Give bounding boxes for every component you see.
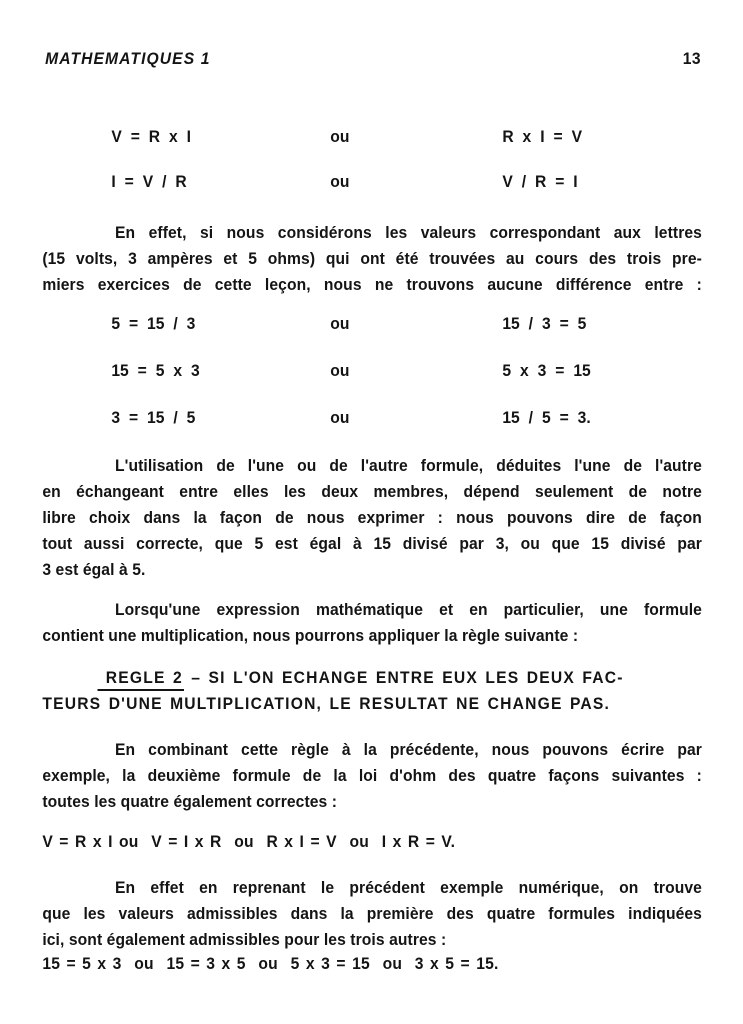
formula-left: 5 = 15 / 3 bbox=[111, 314, 196, 333]
formula-conjunction: ou bbox=[330, 172, 350, 191]
formula-conjunction: ou bbox=[330, 361, 350, 380]
text-line: contient une multiplication, nous pourrons appliquer la règle suivante : bbox=[42, 626, 579, 645]
formula-row bbox=[0, 169, 743, 214]
page-number: 13 bbox=[682, 49, 702, 68]
formula-conjunction: ou bbox=[330, 127, 350, 146]
text-line: que les valeurs admissibles dans la première des quatre formules indiquées bbox=[42, 904, 702, 923]
rule-line bbox=[42, 665, 702, 691]
formula-left: 15 = 5 x 3 bbox=[111, 361, 200, 380]
text-line: L'utilisation de l'une ou de l'autre formule, déduites l'une de l'autre bbox=[115, 456, 702, 475]
text-line: (15 volts, 3 ampères et 5 ohms) qui ont été trouvées au cours des trois pre- bbox=[42, 249, 702, 268]
paragraph-lorsque bbox=[42, 597, 702, 649]
formula-line-voltage: V = R x I ou V = I x R ou R x I = V ou I x R = V. bbox=[42, 832, 456, 851]
rule-text: – SI L'ON ECHANGE ENTRE EUX LES DEUX FAC- bbox=[183, 668, 624, 687]
paragraph-utilisation bbox=[42, 453, 702, 583]
formula-row bbox=[0, 358, 743, 405]
text-line: libre choix dans la façon de nous exprimer : nous pouvons dire de façon bbox=[42, 508, 702, 527]
formula-left: V = R x I bbox=[111, 127, 192, 146]
text-line: toutes les quatre également correctes : bbox=[42, 792, 338, 811]
text-line: En effet en reprenant le précédent exemple numérique, on trouve bbox=[115, 878, 702, 897]
text-line: En effet, si nous considérons les valeurs correspondant aux lettres bbox=[115, 223, 702, 242]
rule-line: TEURS D'UNE MULTIPLICATION, LE RESULTAT NE CHANGE PAS. bbox=[42, 694, 611, 713]
numeric-example-table bbox=[0, 311, 743, 452]
rule-label: REGLE 2 bbox=[98, 668, 184, 691]
formula-right: R x I = V bbox=[502, 127, 583, 146]
formula-right: 5 x 3 = 15 bbox=[502, 361, 591, 380]
page-header bbox=[0, 46, 743, 72]
paragraph-intro bbox=[42, 220, 702, 298]
formula-line-numeric: 15 = 5 x 3 ou 15 = 3 x 5 ou 5 x 3 = 15 ou 3 x 5 = 15. bbox=[42, 954, 499, 973]
formula-row bbox=[0, 311, 743, 358]
formula-conjunction: ou bbox=[330, 408, 350, 427]
formula-right: 15 / 3 = 5 bbox=[502, 314, 587, 333]
paragraph-reprenant bbox=[42, 875, 702, 953]
text-line: ici, sont également admissibles pour les trois autres : bbox=[42, 930, 447, 949]
formula-row bbox=[0, 124, 743, 169]
paragraph-combinant bbox=[42, 737, 702, 815]
text-line: En combinant cette règle à la précédente, nous pouvons écrire par bbox=[115, 740, 702, 759]
ohm-formula-table bbox=[0, 124, 743, 214]
formula-right: 15 / 5 = 3. bbox=[502, 408, 591, 427]
formula-right: V / R = I bbox=[502, 172, 578, 191]
text-line: exemple, la deuxième formule de la loi d'ohm des quatre façons suivantes : bbox=[42, 766, 702, 785]
text-line: 3 est égal à 5. bbox=[42, 560, 146, 579]
formula-left: 3 = 15 / 5 bbox=[111, 408, 196, 427]
text-line: tout aussi correcte, que 5 est égal à 15 divisé par 3, ou que 15 divisé par bbox=[42, 534, 702, 553]
formula-left: I = V / R bbox=[111, 172, 187, 191]
text-line: en échangeant entre elles les deux membres, dépend seulement de notre bbox=[42, 482, 702, 501]
formula-row bbox=[0, 405, 743, 452]
text-line: miers exercices de cette leçon, nous ne trouvons aucune différence entre : bbox=[42, 275, 702, 294]
text-line: Lorsqu'une expression mathématique et en particulier, une formule bbox=[115, 600, 702, 619]
rule-2-statement bbox=[42, 665, 702, 717]
formula-conjunction: ou bbox=[330, 314, 350, 333]
running-title: MATHEMATIQUES 1 bbox=[45, 49, 211, 68]
